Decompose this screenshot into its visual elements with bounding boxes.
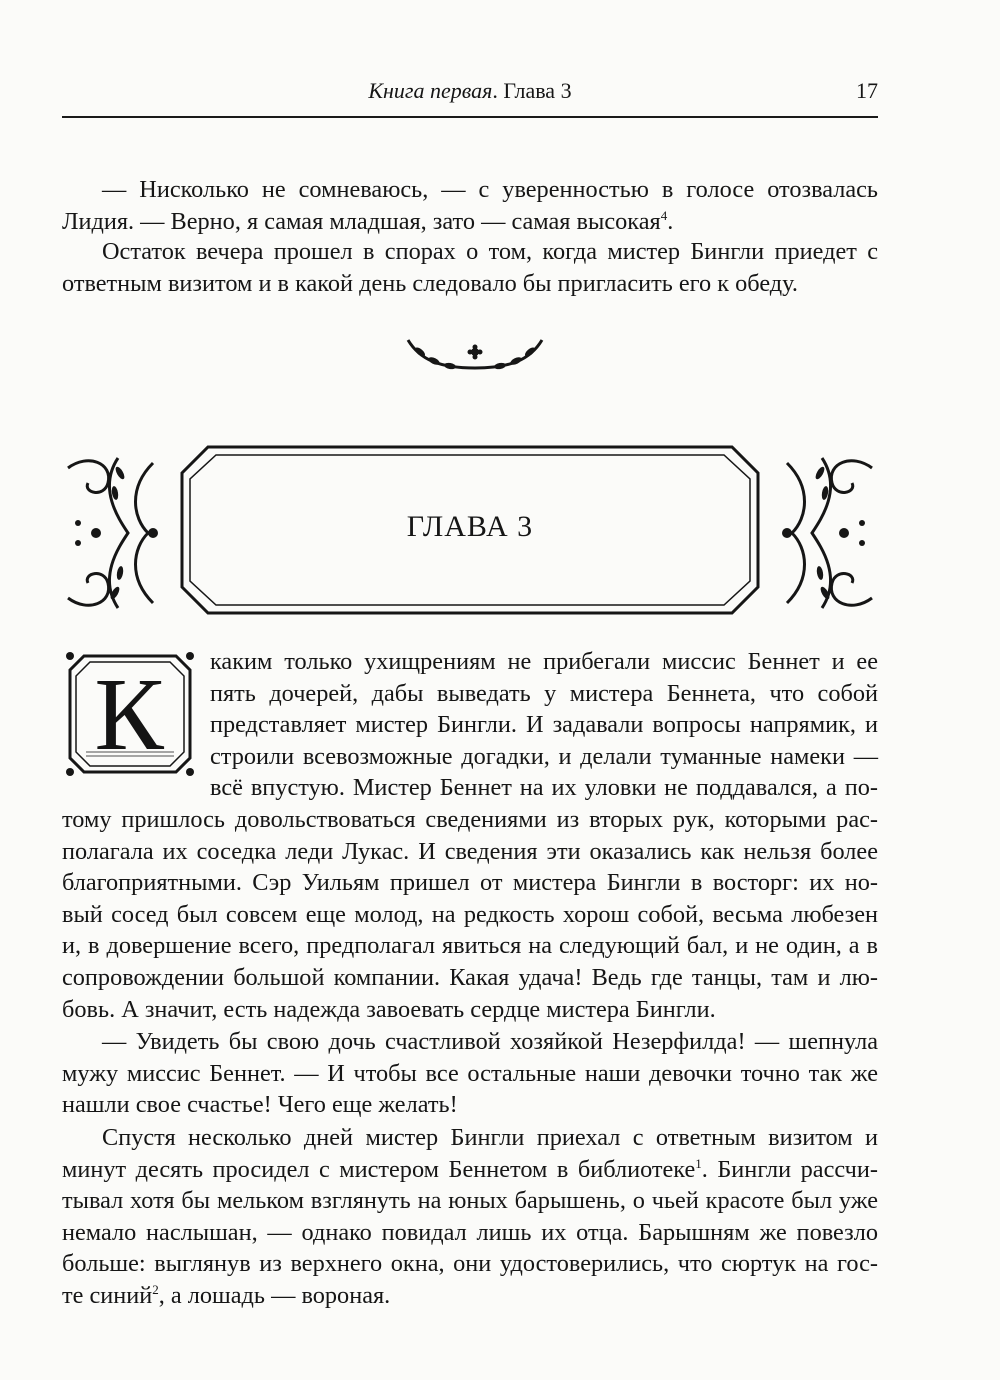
dropcap-paragraph-lines <box>210 646 878 804</box>
text-line: — Увидеть бы свою дочь счастливой хозяйкой Незерфилда! — шепнула <box>102 1028 878 1055</box>
text-line: строили всевозможные догадки, и делали туманные намеки — <box>210 742 878 770</box>
text-line: и, в довершение всего, предполагал явиться на следующий бал, и не один, а в <box>62 932 878 960</box>
text-line: благоприятными. Сэр Уильям пришел от мистера Бингли в восторг: их но- <box>62 869 878 897</box>
text-span: Лидия. — Верно, я самая младшая, зато — самая высокая <box>62 207 661 235</box>
page-number: 17 <box>856 78 878 103</box>
intro-paragraph-1 <box>62 174 878 237</box>
text-line <box>62 206 878 238</box>
paragraph-3 <box>62 1122 878 1312</box>
text-line: представляет мистер Бингли. И задавали вопросы напрямик, и <box>210 711 878 739</box>
text-line: всё впустую. Мистер Беннет на их уловки не поддавался, а по- <box>210 774 878 802</box>
text-line: мужу миссис Беннет. — И чтобы все остальные наши девочки точно так же <box>62 1059 878 1087</box>
chapter-title: ГЛАВА 3 <box>406 510 534 543</box>
flourish-right-icon <box>762 448 882 618</box>
paragraph-1-continued <box>62 804 878 1025</box>
text-line: пять дочерей, дабы выведать у мистера Беннета, что собой <box>210 679 878 707</box>
text-line: тому пришлось довольствоваться сведениями из вторых рук, которыми рас- <box>62 806 878 833</box>
text-span: , а лошадь — вороная. <box>158 1281 391 1309</box>
drop-cap: К <box>94 657 164 772</box>
text-line: немало наслышан, — однако повидал лишь их отца. Барышням же повезло <box>62 1218 878 1246</box>
text-line: полагала их соседка леди Лукас. И сведения эти оказались как нельзя более <box>62 837 878 865</box>
footnote-ref[interactable]: 1 <box>695 1155 702 1171</box>
text-line: Остаток вечера прошел в спорах о том, когда мистер Бингли приедет с <box>102 238 878 265</box>
text-line: вый сосед был совсем еще молод, на редкость хорош собой, весьма любезен <box>62 900 878 928</box>
text-line: — Нисколько не сомневаюсь, — с уверенностью в голосе отозвалась <box>102 176 878 203</box>
text-span: минут десять просидел с мистером Беннетом в библиотеке <box>62 1155 696 1183</box>
text-line <box>62 1154 878 1186</box>
text-line: ответным визитом и в какой день следовало бы пригласить его к обеду. <box>62 269 798 297</box>
text-line: каким только ухищрениям не прибегали миссис Беннет и ее <box>210 648 878 675</box>
text-span: . Бингли рассчи- <box>701 1155 878 1183</box>
text-line: тывал хотя бы мельком взглянуть на юных барышень, о чьей красоте был уже <box>62 1187 878 1215</box>
running-header <box>62 70 878 118</box>
text-span: те синий <box>62 1281 153 1309</box>
text-span: . <box>667 207 674 235</box>
footnote-ref[interactable]: 2 <box>152 1281 159 1297</box>
text-line: Спустя несколько дней мистер Бингли приехал с ответным визитом и <box>102 1124 878 1151</box>
text-line: больше: выглянув из верхнего окна, они удостоверились, что сюртук на гос- <box>62 1250 878 1278</box>
footnote-ref[interactable]: 4 <box>660 207 668 223</box>
separator-ornament-icon <box>400 330 550 390</box>
running-title <box>62 78 878 104</box>
title-dot: . <box>492 78 504 103</box>
intro-paragraph-2 <box>62 236 878 299</box>
text-line: сопровождении большой компании. Какая удача! Ведь где танцы, там и лю- <box>62 963 878 991</box>
chapter-running-title: Глава 3 <box>503 78 572 103</box>
text-line: бовь. А значит, есть надежда завоевать сердце мистера Бингли. <box>62 995 716 1023</box>
flourish-left-icon <box>58 448 178 618</box>
book-title: Книга первая <box>368 78 493 103</box>
text-line <box>62 1280 878 1312</box>
paragraph-2 <box>62 1026 878 1121</box>
text-line: нашли свое счастье! Чего еще желать! <box>62 1091 458 1119</box>
